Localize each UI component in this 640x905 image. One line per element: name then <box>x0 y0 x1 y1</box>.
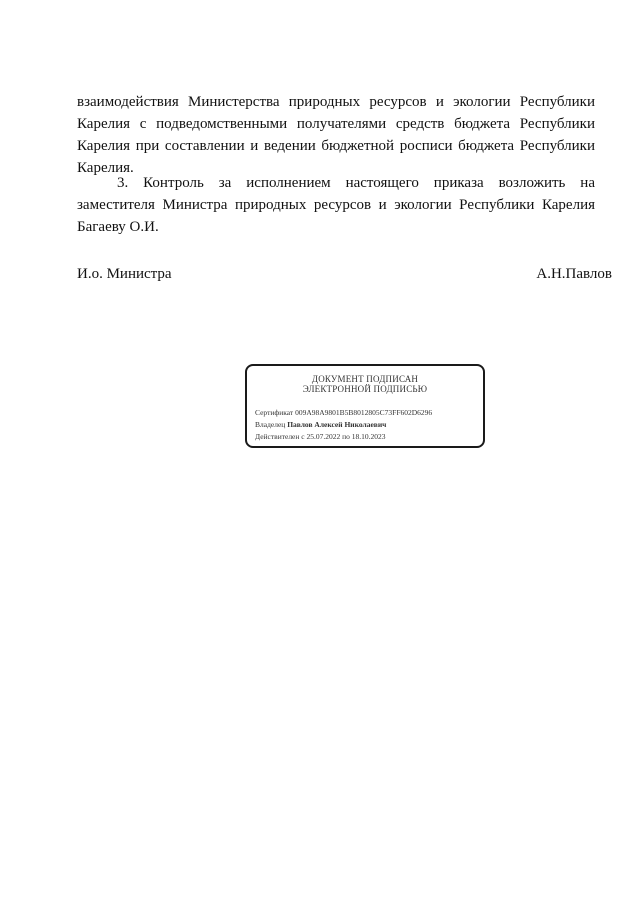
valid-to-date: 18.10.2023 <box>351 432 386 441</box>
valid-from-date: 25.07.2022 <box>306 432 341 441</box>
stamp-owner-line <box>255 419 432 431</box>
certificate-value: 009A98A9801B5B8012805C73FF602D6296 <box>295 408 433 417</box>
valid-from-word: с <box>301 432 305 441</box>
valid-to-word: по <box>342 432 350 441</box>
signer-name: А.Н.Павлов <box>536 266 612 282</box>
paragraph-1: взаимодействия Министерства природных ресурсов и экологии Республики Карелия с подведомственными получателями средств бюджета Республики Карелия при составлении и ведении бюджетной росписи бюджета Республики Карелия. <box>77 94 595 176</box>
valid-label: Действителен <box>255 432 300 441</box>
certificate-label: Сертификат <box>255 408 294 417</box>
electronic-signature-stamp <box>245 364 485 448</box>
paragraph-2: 3. Контроль за исполнением настоящего приказа возложить на заместителя Министра природных ресурсов и экологии Республики Карелия Багаеву О.И. <box>77 175 595 235</box>
owner-value: Павлов Алексей Николаевич <box>287 420 387 429</box>
stamp-details <box>255 407 432 443</box>
signer-position: И.о. Министра <box>77 266 172 282</box>
stamp-title-line-1: ДОКУМЕНТ ПОДПИСАН <box>311 374 419 384</box>
owner-label: Владелец <box>255 420 286 429</box>
stamp-validity-line <box>255 431 432 443</box>
signature-block <box>77 265 612 283</box>
stamp-title-line-2: ЭЛЕКТРОННОЙ ПОДПИСЬЮ <box>302 384 428 394</box>
stamp-certificate-line <box>255 407 432 419</box>
stamp-title <box>247 374 483 394</box>
